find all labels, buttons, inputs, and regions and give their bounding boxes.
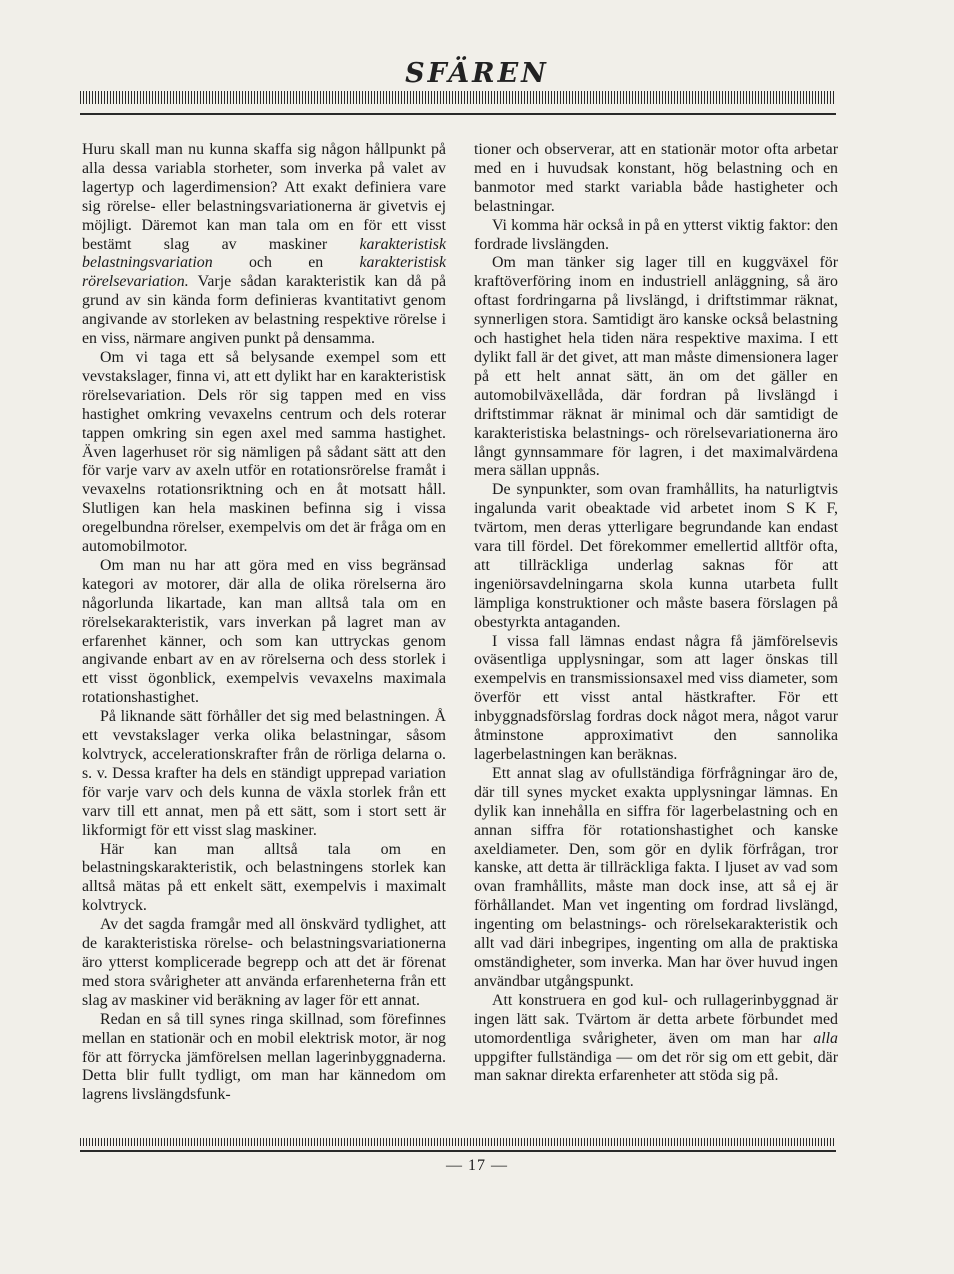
paragraph: Om man tänker sig lager till en kuggväxel för kraftöverföring inom en industriell anläggning, så äro oftast fordringarna på livslängd, i driftstimmar räknat, synnerligen stora. Samtidigt äro kanske också belastning och hastighet hela tiden nära respektive maxima. I ett dylikt fall är det givet, att man måste dimensionera lager på ett helt annat sätt, än om det gäller en automobilväxellåda, där fordran på livslängd i driftstimmar räknat är minimal och där samtidigt de karakteristiska belastnings- och rörelsevariationerna äro långt gynnsammare för lagren, i det maximalvärdena mera sällan uppnås. bbox=[474, 254, 838, 480]
paragraph: Om vi taga ett så belysande exempel som ett vevstakslager, finna vi, att ett dylikt har en karakteristisk rörelsevariation. Dels rör sig tappen med en viss hastighet omkring vevaxelns centrum och dels roterar tappen omkring sin egen axel med samma hastighet. Även lagerhuset rör sig nämligen på sådant sätt att den för varje varv av axeln utför en rotationsrörelse framåt i vevaxelns rotationsriktning och en åt motsatt håll. Slutligen kan hela maskinen befinna sig i vissa oregelbundna rörelser, exempelvis om det är fråga om en automobilmotor. bbox=[82, 348, 446, 556]
footer-thin-rule bbox=[80, 1150, 836, 1152]
paragraph: Redan en så till synes ringa skillnad, som förefinnes mellan en stationär och en mobil elektrisk motor, är nog för att förrycka jämförelsen mellan lagerinbyggnaderna. Detta blir fullt tydligt, om man har kännedom om lagrens livslängdsfunk- bbox=[82, 1010, 446, 1104]
paragraph: Här kan man alltså tala om en belastningskarakteristik, och belastningens storlek kan alltså mätas på ett enkelt sätt, exempelvis i maximalt kolvtryck. bbox=[82, 840, 446, 915]
right-column bbox=[474, 141, 838, 1086]
paragraph: Av det sagda framgår med all önskvärd tydlighet, att de karakteristiska rörelse- och belastningsvariationerna äro ytterst komplicerade begrepp och att det är förenat med stora svårigheter att använda erfarenheterna från ett slag av maskiner vid beräkning av lager för ett annat. bbox=[82, 916, 446, 1009]
paragraph: Att konstruera en god kul- och rullagerinbyggnad är ingen lätt sak. Tvärtom är detta arbete förbundet med utomordentliga svårigheter, även om man har alla uppgifter fullständiga — om det rör sig om ett gebit, där man saknar direkta erfarenheter att stöda sig på. bbox=[474, 991, 838, 1085]
header-thin-rule bbox=[80, 113, 836, 115]
paragraph: På liknande sätt förhåller det sig med belastningen. Å ett vevstakslager verka olika belastningar, såsom kolvtryck, accelerationskrafter från de rörliga delarna o. s. v. Dessa krafter ha dels en ständigt upprepad variation för varje varv och dels kunna de växla storlek från ett varv till ett annat, men på ett sätt, som i stort sett är likformigt för ett visst slag maskiner. bbox=[82, 708, 446, 839]
paragraph: I vissa fall lämnas endast några få jämförelsevis oväsentliga upplysningar, som att lager önskas till exempelvis en transmissionsaxel med viss diameter, som överför ett visst antal hästkrafter. För ett inbyggnadsförslag fordras dock något mera, något varur åtminstone approximativt den sannolika lagerbelastningen kan beräknas. bbox=[474, 632, 838, 763]
paragraph: Ett annat slag av ofullständiga förfrågningar äro de, där till synes mycket exakta upplysningar lämnas. En dylik kan innehålla en siffra för lagerbelastning och en annan siffra för rotationshastighet och kanske axeldiameter. Den, som gör en dylik förfrågan, tror kanske, att detta är tillräckliga fakta. I ljuset av vad som ovan framhållits, måste man dock inse, att så ej är förhållandet. Man vet ingenting om fordrad livslängd, ingenting om belastnings- och rörelsekarakteristik och allt vad däri inbegripes, ingenting om alla de praktiska omständigheter, som inverka. Man har över huvud ingen användbar utgångspunkt. bbox=[474, 764, 838, 990]
paragraph: De synpunkter, som ovan framhållits, ha naturligtvis ingalunda varit obeaktade vid arbetet inom S K F, tvärtom, men deras ytterligare begrundande kan endast vara till fördel. Det förekommer emellertid alltför ofta, att tillräckliga underlag saknas för att ingeniörsavdelningarna skola kunna utarbeta fullt lämpliga konstruktioner och måste basera förslagen på obestyrkta antaganden. bbox=[474, 481, 838, 631]
header-hatched-rule bbox=[80, 91, 836, 104]
page-number: — 17 — bbox=[446, 1157, 508, 1174]
paragraph: tioner och observerar, att en stationär motor ofta arbetar med en i huvudsak konstant, hög belastning och en banmotor med starkt variabla både hastigheter och belastningar. bbox=[474, 141, 838, 215]
left-column bbox=[82, 141, 446, 1105]
page-title: SFÄREN bbox=[405, 58, 549, 89]
paragraph: Vi komma här också in på en ytterst viktig faktor: den fordrade livslängden. bbox=[474, 216, 838, 253]
footer-hatched-rule bbox=[80, 1138, 836, 1146]
paragraph: Om man nu har att göra med en viss begränsad kategori av motorer, där alla de olika rörelserna äro någorlunda likartade, kan man alltså tala om en rörelsekarakteristik, vars inverkan på lagret man av erfarenhet känner, och som kan uttryckas genom angivande enbart av en av rörelserna och dess storlek i ett visst ögonblick, exempelvis vevaxelns maximala rotationshastighet. bbox=[82, 556, 446, 707]
paragraph: Huru skall man nu kunna skaffa sig någon hållpunkt på alla dessa variabla storheter, som inverka på valet av lagertyp och lagerdimension? Att exakt definiera vare sig rörelse- eller belastningsvariationerna är givetvis ej möjligt. Däremot kan man tala om en för ett visst bestämt slag av maskiner karakteristisk belastningsvariation och en karakteristisk rörelsevariation. Varje sådan karakteristik kan då på grund av sin kända form definieras kvantitativt genom angivande av storleken av belastning respektive rörelse i en viss, närmare angiven punkt på densamma. bbox=[82, 141, 446, 348]
